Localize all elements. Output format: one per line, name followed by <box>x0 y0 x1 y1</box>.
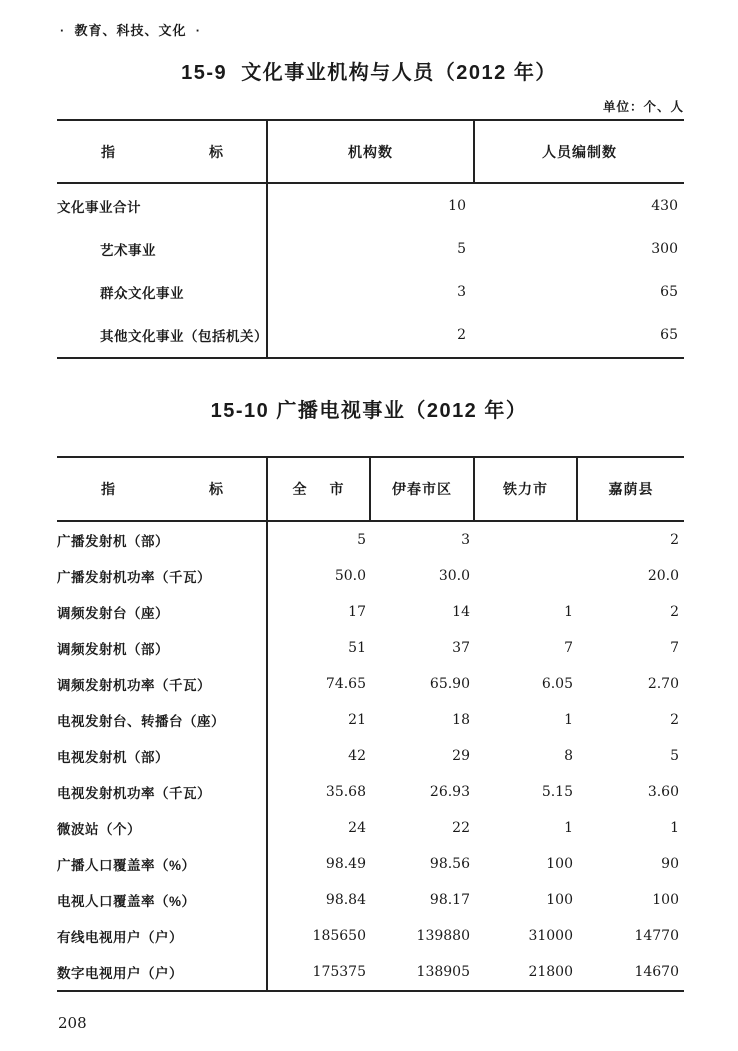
value-cell: 14 <box>452 604 470 620</box>
value-cell: 100 <box>652 892 679 908</box>
value-cell: 2 <box>670 532 679 548</box>
table-row <box>57 702 684 738</box>
table-row <box>57 184 684 227</box>
value-cell: 65 <box>660 284 678 301</box>
table-row <box>57 738 684 774</box>
citywide-header-left: 全 <box>292 481 308 497</box>
table2-indicator-column-header <box>57 458 268 520</box>
table-row <box>57 666 684 702</box>
indicator-label: 数字电视用户（户） <box>57 966 183 981</box>
value-cell: 139880 <box>416 928 470 944</box>
table2-citywide-header <box>268 458 371 520</box>
value-cell: 6.05 <box>541 676 573 692</box>
table1-org-count-header: 机构数 <box>268 121 475 182</box>
table-row <box>57 882 684 918</box>
value-cell: 138905 <box>416 964 470 980</box>
indicator-label: 调频发射台（座） <box>57 606 169 621</box>
value-cell: 35.68 <box>325 784 366 800</box>
value-cell: 7 <box>564 640 573 656</box>
value-cell: 29 <box>452 748 470 764</box>
table-row <box>57 774 684 810</box>
value-cell: 2 <box>457 327 466 344</box>
value-cell: 21800 <box>528 964 573 980</box>
indicator-label: 有线电视用户（户） <box>57 930 183 945</box>
table-row <box>57 846 684 882</box>
indicator-label: 文化事业合计 <box>57 199 141 215</box>
citywide-header-right: 市 <box>329 481 345 497</box>
section-header: · 教育、科技、文化 · <box>60 23 202 38</box>
value-cell: 8 <box>564 748 573 764</box>
table2-title: 15-10 广播电视事业（2012 年） <box>210 400 528 422</box>
value-cell: 2.70 <box>647 676 679 692</box>
indicator-header-left: 指 <box>101 481 116 497</box>
indicator-label: 艺术事业 <box>100 242 156 258</box>
indicator-label: 群众文化事业 <box>100 286 184 302</box>
value-cell: 22 <box>452 820 470 836</box>
value-cell: 74.65 <box>325 676 366 692</box>
value-cell: 42 <box>348 748 366 764</box>
value-cell: 37 <box>452 640 470 656</box>
indicator-label: 电视发射机功率（千瓦） <box>57 786 211 801</box>
indicator-header-right: 标 <box>209 481 224 497</box>
unit-note: 单位：个、人 <box>602 100 684 114</box>
value-cell: 1 <box>564 712 573 728</box>
value-cell: 100 <box>546 856 573 872</box>
value-cell: 300 <box>651 240 678 257</box>
value-cell: 65 <box>660 327 678 344</box>
value-cell: 1 <box>564 820 573 836</box>
value-cell: 98.56 <box>429 856 470 872</box>
indicator-label: 其他文化事业（包括机关） <box>100 329 268 345</box>
table2-jiayin-header: 嘉荫县 <box>608 481 654 497</box>
value-cell: 2 <box>670 712 679 728</box>
value-cell: 17 <box>348 604 366 620</box>
value-cell: 24 <box>348 820 366 836</box>
table-row <box>57 810 684 846</box>
indicator-label: 调频发射机功率（千瓦） <box>57 678 211 693</box>
value-cell: 14670 <box>634 964 679 980</box>
value-cell: 14770 <box>634 928 679 944</box>
value-cell: 430 <box>651 197 678 214</box>
value-cell: 65.90 <box>429 676 470 692</box>
value-cell: 1 <box>670 820 679 836</box>
table-row <box>57 558 684 594</box>
table-row <box>57 918 684 954</box>
value-cell: 21 <box>348 712 366 728</box>
value-cell: 50.0 <box>334 568 366 584</box>
indicator-label: 广播发射机（部） <box>57 534 169 549</box>
indicator-label: 广播发射机功率（千瓦） <box>57 570 211 585</box>
indicator-label: 微波站（个） <box>57 822 141 837</box>
table1-staff-quota-header: 人员编制数 <box>542 143 617 160</box>
value-cell: 175375 <box>312 964 366 980</box>
table-row <box>57 227 684 270</box>
value-cell: 31000 <box>528 928 573 944</box>
value-cell: 1 <box>564 604 573 620</box>
value-cell: 7 <box>670 640 679 656</box>
table1-header-row <box>57 121 684 184</box>
table-row <box>57 594 684 630</box>
table-row <box>57 630 684 666</box>
table-row <box>57 271 684 314</box>
value-cell: 20.0 <box>647 568 679 584</box>
value-cell: 51 <box>348 640 366 656</box>
broadcast-tv-table <box>57 456 684 992</box>
value-cell: 2 <box>670 604 679 620</box>
value-cell: 98.17 <box>429 892 470 908</box>
table1-body <box>57 184 684 357</box>
indicator-header-right: 标 <box>209 143 224 160</box>
table-row <box>57 314 684 357</box>
table2-header-row <box>57 458 684 522</box>
value-cell: 3 <box>461 532 470 548</box>
table-row <box>57 522 684 558</box>
table2-yichun-header: 伊春市区 <box>371 458 475 520</box>
table1-indicator-column-header <box>57 121 268 182</box>
value-cell: 5 <box>357 532 366 548</box>
table1-title: 15-9 文化事业机构与人员（2012 年） <box>181 62 557 84</box>
value-cell: 98.49 <box>325 856 366 872</box>
indicator-header-left: 指 <box>101 143 116 160</box>
value-cell: 100 <box>546 892 573 908</box>
value-cell: 90 <box>661 856 679 872</box>
page-number: 208 <box>58 1014 87 1032</box>
indicator-label: 电视发射机（部） <box>57 750 169 765</box>
indicator-label: 电视发射台、转播台（座） <box>57 714 225 729</box>
table-row <box>57 954 684 990</box>
value-cell: 5 <box>457 240 466 257</box>
value-cell: 3 <box>457 284 466 301</box>
value-cell: 3.60 <box>647 784 679 800</box>
indicator-label: 电视人口覆盖率（%） <box>57 894 196 909</box>
table2-body <box>57 522 684 990</box>
value-cell: 5 <box>670 748 679 764</box>
value-cell: 30.0 <box>438 568 470 584</box>
value-cell: 26.93 <box>429 784 470 800</box>
culture-institutions-table <box>57 119 684 359</box>
value-cell: 185650 <box>312 928 366 944</box>
value-cell: 5.15 <box>541 784 573 800</box>
table2-tieli-header: 铁力市 <box>475 458 578 520</box>
value-cell: 10 <box>448 197 466 214</box>
indicator-label: 广播人口覆盖率（%） <box>57 858 196 873</box>
value-cell: 18 <box>452 712 470 728</box>
indicator-label: 调频发射机（部） <box>57 642 169 657</box>
value-cell: 98.84 <box>325 892 366 908</box>
